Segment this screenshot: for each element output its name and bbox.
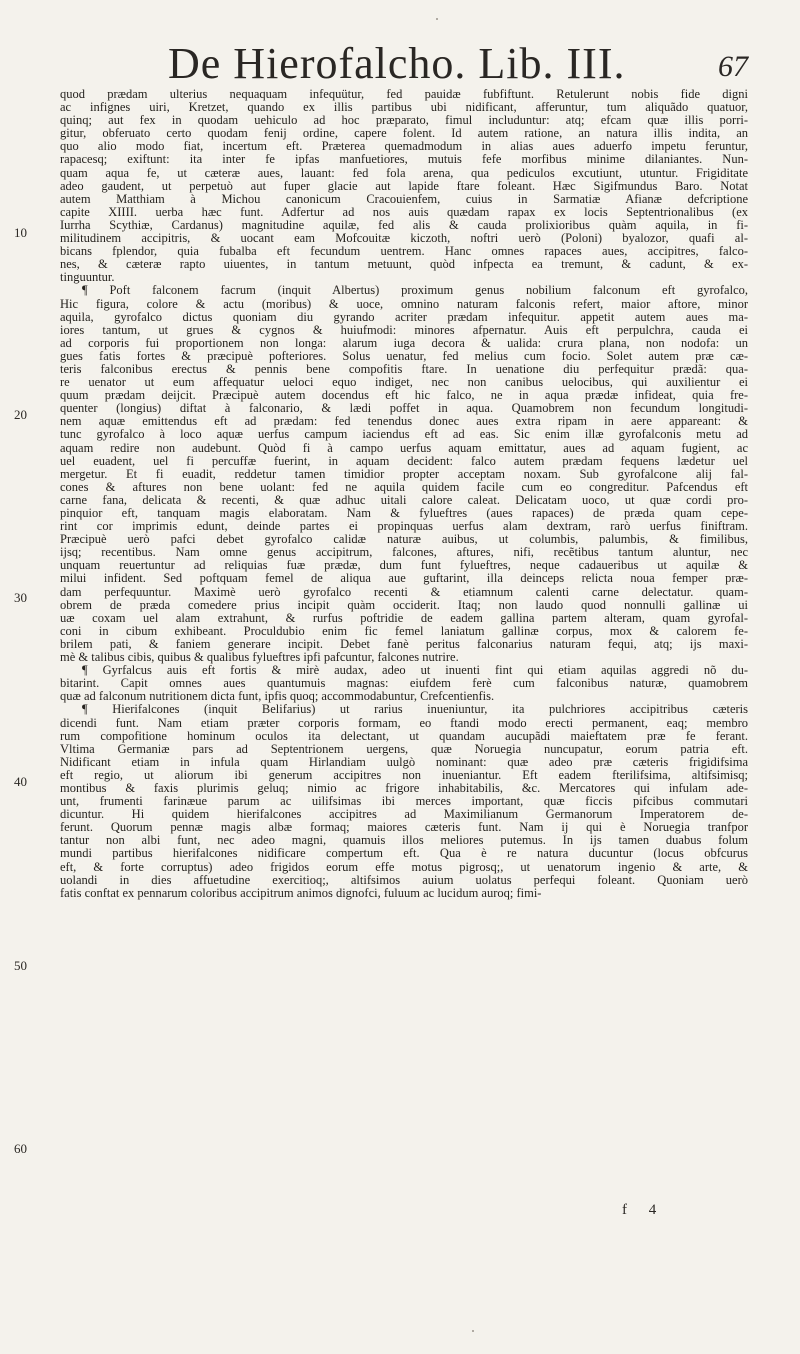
text-line: brilem pati, & faniem generare incipit. Debet fanè peritus falconarius naturam fequi, atq; ijs maxi- [60,637,748,651]
text-line: uolandi in dies affuetudine exercitioq;, altifsimos auium uolatus perfequi foleant. Quoniam uerò [60,873,748,887]
text-line: quinq; aut fex in quodam uehiculo ad hoc præparato, fimul includuntur: atq; efcam quæ illis porri- [60,114,748,128]
signature-number: 4 [648,1202,657,1218]
text-line: adeo gaudent, ut perpetuò aut fuper glacie aut lapide ftare foleant. Hæc Sigifmundus Baro. Notat [60,179,748,193]
text-line: uel euadent, uel fi percuffæ fuerint, in aquam decident: falco autem prædam fequens lædetur uel [60,454,748,468]
paragraph [60,284,748,664]
text-line: quod prædam ulterius nequaquam infequütur, fed pauidæ fubfiftunt. Retulerunt nobis fide digni [60,88,748,101]
folio-number: 67 [718,50,748,83]
text-line: bicans fplendor, quia fubalba eft fecundum uentrem. Hanc omnes rapaces aues, accipitres, falco- [60,245,748,259]
text-line: ¶ Hierifalcones (inquit Belifarius) ut rarius inueniuntur, ita pulchriores accipitribus cæteris [82,703,748,717]
text-line: quam aqua fe, ut cæteræ aues, lauant: fed fola arena, qua pediculos excutiunt, utuntur. Frigiditate [60,166,748,180]
text-line: quæ ad falconum nutritionem dicta funt, ipfis quoq; accommodabuntur, Crefcentienfis. [60,690,495,704]
text-line: militudinem accipitris, & uocant eam Mofcouitæ kiczoth, noftri uerò (Poloni) byalozor, quafi al- [60,232,748,246]
text-line: quo alio modo fiat, incertum eft. Præterea quemadmodum in alias aues aduerfo impetu feruntur, [60,140,748,154]
text-line: carne fana, delicata & recenti, & quæ adhuc uitali calore caleat. Delicatam uoco, ut quæ cordi pro- [60,493,748,507]
signature-mark [622,1202,674,1219]
text-line: quenter (longius) diftat à falconario, & lædi poffet in aqua. Quamobrem non fecundum longitudi- [60,402,748,416]
line-number-40: 40 [14,774,27,789]
text-line: pinquior eft, tanquam magis elaboratam. Nam & fylueftres (aues rapaces) de præda quam cepe- [60,507,748,520]
text-line: dicuntur. Hi quidem hierifalcones accipitres ad Maximilianum Germanorum Imperatorem de- [60,808,748,822]
text-line: ad corporis fui proportionem non longa: alarum iuga decora & ualida: crura plana, non nodofa: un [60,336,748,350]
text-line: mè & talibus cibis, quibus & qualibus fylueftres ipfi pafcuntur, falcones nutrire. [60,651,459,665]
line-number-10: 10 [14,225,27,240]
text-line: tinguuntur. [60,271,115,285]
text-line: ijsq; recentibus. Nam omne genus accipitrum, falcones, aftures, nifi, recẽtibus tantum aluntur, nec [60,546,748,560]
line-number-30: 30 [14,590,27,605]
line-number-20: 20 [14,407,27,422]
line-number-50: 50 [14,958,27,973]
text-line: milui infident. Sed poftquam femel de aliqua aue guftarint, illa deinceps relicta noua femper præ- [60,572,748,586]
line-number-60: 60 [14,1141,27,1156]
text-line: re uenator ut eum affequatur ueloci equo indiget, nec non canibus uelocibus, qui auxilientur ei [60,376,748,390]
paragraph [60,664,748,703]
text-line: Vltima Germaniæ pars ad Septentrionem uergens, quæ Noruegia nuncupatur, eorum patria eft. [60,742,748,756]
text-line: unt, frumenti farinæue parum ac uilifsimas ibi merces important, quæ ficcis pifcibus commutari [60,795,748,809]
text-line: autem Matthiam à Michou canonicum Cracouienfem, cuius in Sarmatiæ Afianæ defcriptione [60,192,748,206]
page-title: De Hierofalcho. Lib. III. [168,39,626,88]
signature-letter: f [622,1202,627,1218]
text-line: nem aquæ emittendus eft ad prædam: fed tenendus donec aues extra ripam in aere appareant: & [60,415,748,429]
running-head [0,38,800,90]
text-line: ferunt. Quorum pennæ magis albæ formaq; maiores cæteris funt. Nam ij qui è Noruegia tranfpor [60,821,748,835]
text-line: coni in cibum exhibeant. Proculdubio enim fic femel laniatum gallinæ corpus, mox & calorem fe- [60,624,748,638]
text-line: rapacesq; exiftunt: ita inter fe ipfas manfuetiores, mutuis fefe morfibus minime dilaniantes. Nun- [60,153,748,167]
text-line: bitarint. Capit omnes aues quantumuis magnas: eiufdem ferè cum falconibus naturæ, quamobrem [60,677,748,691]
text-line: aquam redire non audebunt. Quòd fi à campo uerfus aquam emittatur, aues ad aquam fugient, ac [60,441,748,455]
body-text [60,88,748,900]
text-line: rint cor imprimis edunt, deinde partes ei propinquas uerfus alam dextram, rarò uerfus finiftram. [60,520,748,534]
text-line: Hic figura, colore & actu (moribus) & uoce, omnino naturam falconis refert, maior aftore, minor [60,297,748,311]
text-line: montibus & faxis plurimis geluq; nimio ac frigore inhabitabilis, &c. Mercatores qui infulam ade- [60,781,748,795]
text-line: gues fatis fortes & præcipuè pofteriores. Solus uenatur, fed melius cum focio. Solet autem præ cæ- [60,349,748,363]
text-line: iores tantum, ut grues & cygnos & huiufmodi: minores afpernatur. Auis eft perpulchra, cauda ei [60,323,748,337]
text-line: cones & aftures non bene uolant: fed ne aquila quidem facile cum eo congreditur. Pafcendus eft [60,480,748,494]
text-line: teris falconibus erectus & pennis bene compofitis ftare. In uenatione diu perfequitur prædã: qua- [60,362,748,376]
text-line: Præcipuè uerò pafci debet gyrofalco calidæ naturæ auibus, ut columbis, palumbis, & fimilibus, [60,533,748,547]
text-line: rum compofitione hominum oculos ita delectant, ut quandam aucupãdi maieftatem præ fe ferant. [60,729,748,743]
text-line: dicendi funt. Nam etiam præter corporis formam, eo ftandi modo erecti permanent, eaq; membro [60,716,748,730]
text-line: unquam reuertuntur ad reliquias fuæ prædæ, dum funt fylueftres, neque cadaueribus ut aquilæ & [60,559,748,573]
text-line: eft regio, ut aliorum ibi generum accipitres non inueniantur. Eft eadem fterilifsima, altifsimisq; [60,768,748,782]
text-line: dam perfequuntur. Maximè uerò gyrofalco recenti & etiamnum calenti carne delectatur. quam- [60,585,748,599]
text-line: quum prædam deijcit. Præcipuè autem docendus eft hic falco, ne in aqua prædæ infideat, quia fre- [60,389,748,403]
text-line: uæ coxam uel alam extrahunt, & rurfus poftridie de eadem gallina partem alteram, quam gyrofal- [60,611,748,625]
text-line: ¶ Poft falconem facrum (inquit Albertus) proximum genus nobilium falconum eft gyrofalco, [82,284,748,298]
text-line: nes, & cæteræ rapto uiuentes, in tantum metuunt, quòd infpecta ea tremunt, & cadunt, & ex- [60,258,748,272]
text-line: eft, & forte corruptus) adeo frigidos eorum effe motus pigrosq;, ut uenatorum ingenio & arte, & [60,860,748,874]
paper-speck [472,1330,474,1332]
paper-speck [436,18,438,20]
text-line: capite XIIII. uerba hæc funt. Adfertur ad nos auis quædam rapax ex locis Septentrionalibus (ex [60,205,748,219]
text-line: gitur, obferuato certo quodam fenij ordine, capere folent. Id autem ratione, an natura illis indita, an [60,127,748,141]
text-line: Nidificant etiam in infula quam Hirlandiam uulgò nominant: quæ adeo præ cæteris frigidifsima [60,755,748,769]
text-line: obrem de præda comedere prius incipit quàm occiderit. Itaq; non laudo quod nonnulli gallinæ ui [60,598,748,612]
text-line: tantur non albi funt, nec adeo magni, quamuis illos meliores putemus. In ijs tamen duabus folum [60,834,748,848]
paragraph [60,703,748,899]
text-line: mundi partibus hierifalcones nidificare compertum eft. Qua è re natura ducuntur (locus obfcurus [60,847,748,861]
text-line: mergetur. Et fi euadit, reddetur tamen timidior propter acceptam noxam. Sub gyrofalcone alij fal- [60,467,748,481]
text-line: Iurrha Scythiæ, Cardanus) magnitudine aquilæ, fed alis & cauda prolixioribus quàm aquila, in fi- [60,218,748,232]
text-line: fatis conftat ex pennarum coloribus accipitrum animos dignofci, fuluum ac lucidum auroq; fimi- [60,886,542,900]
paragraph [60,88,748,284]
text-line: ac infignes uiri, Kretzet, quando ex illis partibus ubi nidificant, afferuntur, tum aliquãdo quatuor, [60,101,748,115]
text-line: aquila, gyrofalco dictus quoniam diu gyrando acriter prædam infequitur. appetit autem aues ma- [60,310,748,324]
text-line: ¶ Gyrfalcus auis eft fortis & mirè audax, adeo ut inuenti fint qui etiam aquilas aggredi nõ du- [82,664,748,678]
text-line: tunc gyrofalco à loco aquæ uerfus campum iaciendus eft ad eas. Sic enim illæ gyrofalconis metu ad [60,428,748,442]
